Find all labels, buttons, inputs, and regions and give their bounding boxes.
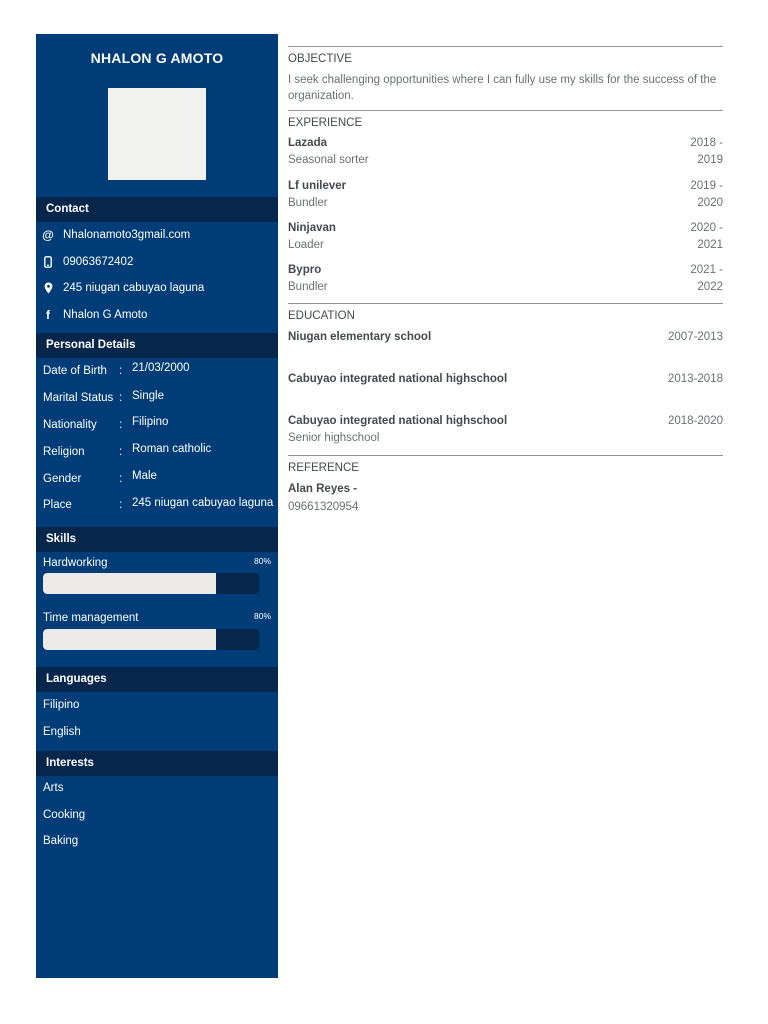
separator: : <box>119 446 123 458</box>
contact-address <box>36 277 278 299</box>
skill-bar-fill <box>43 573 216 594</box>
section-divider <box>288 455 723 456</box>
separator: : <box>119 499 123 511</box>
personal-label: Date of Birth <box>43 365 107 377</box>
reference-phone: 09661320954 <box>288 501 359 513</box>
contact-facebook-text: Nhalon G Amoto <box>63 309 148 321</box>
section-divider <box>288 110 723 111</box>
personal-value: Roman catholic <box>132 443 212 455</box>
personal-row-gender <box>36 468 278 490</box>
contact-phone <box>36 251 278 273</box>
education-years: 2013-2018 <box>668 373 723 385</box>
personal-value: Male <box>132 470 157 482</box>
personal-row-dob <box>36 360 278 382</box>
personal-label: Gender <box>43 473 82 485</box>
education-years: 2007-2013 <box>668 331 723 343</box>
experience-role: Loader <box>288 239 324 251</box>
personal-label: Place <box>43 499 72 511</box>
personal-value: 245 niugan cabuyao laguna <box>132 497 274 509</box>
reference-heading: REFERENCE <box>288 462 359 474</box>
experience-company: Lazada <box>288 137 327 149</box>
date-start: 2020 - <box>690 222 723 234</box>
location-pin-icon <box>41 277 55 299</box>
personal-row-marital <box>36 387 278 409</box>
personal-label: Nationality <box>43 419 97 431</box>
profile-photo <box>108 88 206 180</box>
skill-name: Hardworking <box>43 557 108 569</box>
date-end: 2019 <box>697 154 723 166</box>
experience-heading: EXPERIENCE <box>288 117 363 129</box>
language-item: English <box>43 726 81 738</box>
date-end: 2022 <box>697 281 723 293</box>
separator: : <box>119 473 123 485</box>
candidate-name: NHALON G AMOTO <box>90 50 224 66</box>
objective-text: I seek challenging opportunities where I can fully use my skills for the success of the organization. <box>288 74 717 102</box>
interests-heading: Interests <box>36 751 278 776</box>
education-school: Cabuyao integrated national highschool <box>288 373 508 385</box>
at-icon: @ <box>42 228 54 242</box>
skill-bar <box>43 573 259 594</box>
personal-row-place <box>36 494 278 516</box>
interest-item: Arts <box>43 782 64 794</box>
interest-item: Baking <box>43 835 79 847</box>
date-end: 2020 <box>697 197 723 209</box>
date-start: 2019 - <box>690 180 723 192</box>
personal-details-heading: Personal Details <box>36 333 278 358</box>
personal-value: Filipino <box>132 416 169 428</box>
contact-facebook <box>36 304 278 326</box>
contact-phone-text: 09063672402 <box>63 256 134 268</box>
interest-item: Cooking <box>43 809 86 821</box>
education-school: Niugan elementary school <box>288 331 432 343</box>
contact-email <box>36 224 278 246</box>
date-start: 2018 - <box>690 137 723 149</box>
experience-dates <box>690 178 723 212</box>
experience-company: Bypro <box>288 264 322 276</box>
language-item: Filipino <box>43 699 80 711</box>
skill-percent: 80% <box>253 611 271 621</box>
experience-dates <box>690 135 723 169</box>
date-end: 2021 <box>697 239 723 251</box>
phone-icon <box>41 251 55 273</box>
experience-role: Bundler <box>288 197 328 209</box>
languages-heading: Languages <box>36 667 278 692</box>
skill-bar <box>43 629 259 650</box>
experience-company: Lf unilever <box>288 180 347 192</box>
separator: : <box>119 392 123 404</box>
personal-label: Religion <box>43 446 85 458</box>
sidebar <box>36 34 278 978</box>
skill-name: Time management <box>43 612 139 624</box>
facebook-icon: f <box>46 308 50 322</box>
section-divider <box>288 46 723 47</box>
section-divider <box>288 303 723 304</box>
education-heading: EDUCATION <box>288 310 355 322</box>
education-years: 2018-2020 <box>668 415 723 427</box>
personal-value: 21/03/2000 <box>132 362 190 374</box>
contact-email-text: Nhalonamoto3gmail.com <box>63 229 191 241</box>
personal-row-religion <box>36 441 278 463</box>
personal-label: Marital Status <box>43 392 114 404</box>
experience-role: Seasonal sorter <box>288 154 369 166</box>
reference-name: Alan Reyes - <box>288 483 358 495</box>
contact-address-text: 245 niugan cabuyao laguna <box>63 282 205 294</box>
experience-dates <box>690 220 723 254</box>
separator: : <box>119 365 123 377</box>
separator: : <box>119 419 123 431</box>
experience-company: Ninjavan <box>288 222 336 234</box>
education-detail: Senior highschool <box>288 432 380 444</box>
date-start: 2021 - <box>690 264 723 276</box>
education-school: Cabuyao integrated national highschool <box>288 415 508 427</box>
objective-heading: OBJECTIVE <box>288 53 352 65</box>
skills-heading: Skills <box>36 527 278 552</box>
skill-percent: 80% <box>253 556 271 566</box>
personal-row-nationality <box>36 414 278 436</box>
contact-heading: Contact <box>36 197 278 222</box>
personal-value: Single <box>132 390 164 402</box>
experience-dates <box>690 262 723 296</box>
experience-role: Bundler <box>288 281 328 293</box>
skill-bar-fill <box>43 629 216 650</box>
